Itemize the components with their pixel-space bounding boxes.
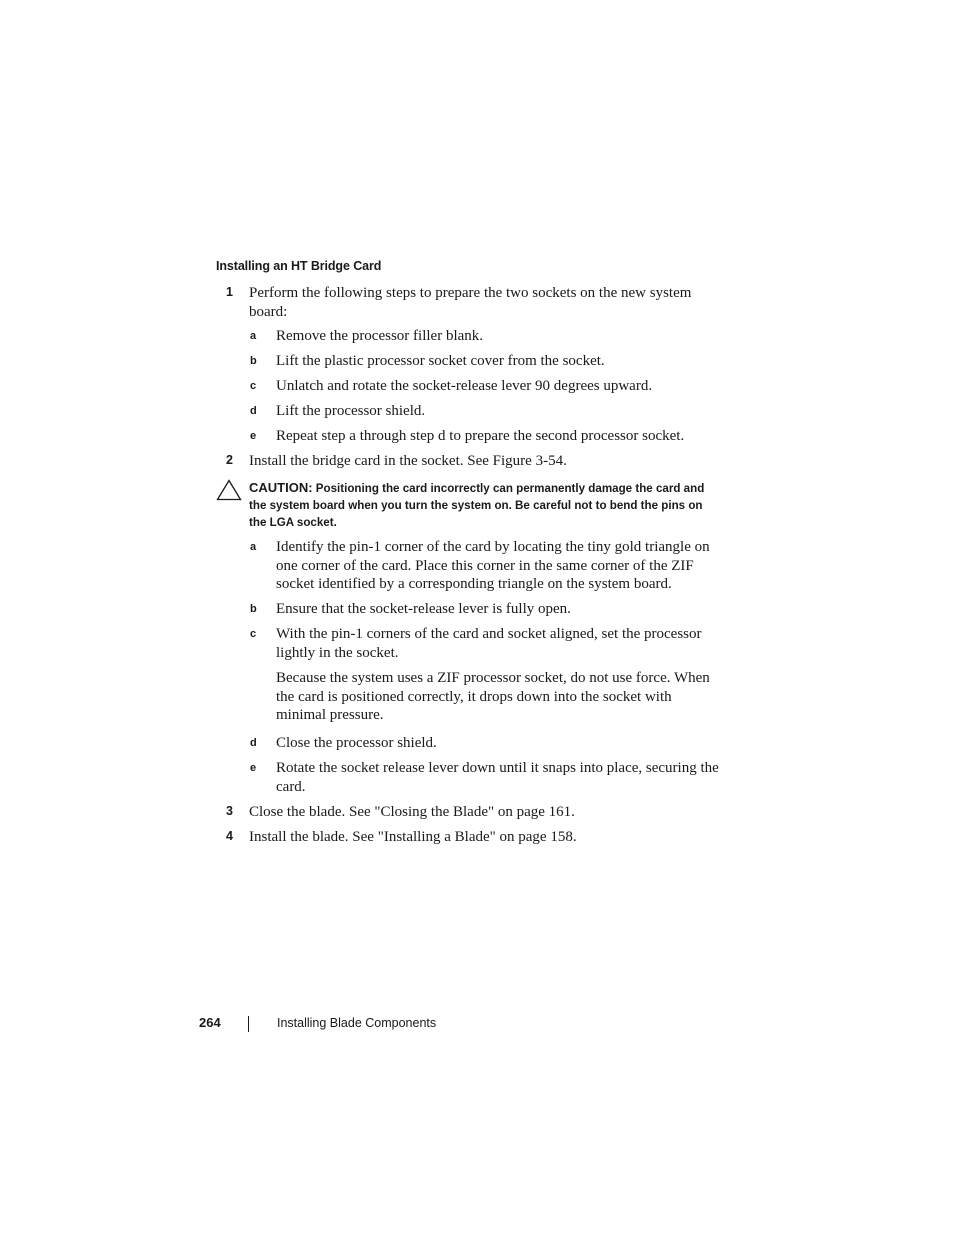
substep-text: Lift the plastic processor socket cover from the socket.	[276, 353, 605, 369]
substep-text: Repeat step a through step d to prepare the second processor socket.	[276, 428, 685, 444]
substep-text: With the pin-1 corners of the card and socket aligned, set the processor lightly in the socket.	[276, 626, 702, 661]
section-heading: Installing an HT Bridge Card	[216, 259, 382, 273]
substep-letter: d	[250, 737, 257, 749]
substep-text: Rotate the socket release lever down until it snaps into place, securing the card.	[276, 760, 719, 795]
substep-letter: c	[250, 380, 257, 392]
substep-note: Because the system uses a ZIF processor socket, do not use force. When the card is positioned correctly, it drops down into the socket with minimal pressure.	[276, 670, 710, 723]
substep-letter: e	[250, 762, 257, 774]
substep-text: Remove the processor filler blank.	[276, 328, 484, 344]
step-number: 3	[226, 804, 233, 818]
footer-section-title: Installing Blade Components	[277, 1016, 437, 1030]
substep-text: Lift the processor shield.	[276, 403, 426, 419]
substep-letter: e	[250, 430, 257, 442]
step-text: Perform the following steps to prepare the two sockets on the new system board:	[249, 285, 692, 320]
step-number: 4	[226, 829, 233, 843]
caution-label: CAUTION:	[249, 480, 313, 495]
substep-letter: b	[250, 603, 257, 615]
substep-text: Close the processor shield.	[276, 735, 437, 751]
substep-letter: c	[250, 628, 257, 640]
step-number: 1	[226, 285, 233, 299]
substep-letter: b	[250, 355, 257, 367]
substep-letter: a	[250, 330, 257, 342]
caution-text: Positioning the card incorrectly can permanently damage the card and the system board when you turn the system on. Be careful not to bend the pins on the LGA socket.	[249, 482, 705, 529]
substep-text: Ensure that the socket-release lever is fully open.	[276, 601, 571, 617]
footer-divider	[248, 1016, 249, 1032]
page-number: 264	[199, 1015, 221, 1030]
step-text: Install the blade. See "Installing a Blade" on page 158.	[249, 829, 577, 845]
caution-triangle-icon	[216, 479, 242, 501]
step-text: Install the bridge card in the socket. See Figure 3-54.	[249, 453, 567, 469]
caution-note	[249, 479, 721, 531]
substep-letter: a	[250, 541, 257, 553]
step-text: Close the blade. See "Closing the Blade" on page 161.	[249, 804, 575, 820]
substep-text: Identify the pin-1 corner of the card by locating the tiny gold triangle on one corner of the card. Place this corner in the same corner of the ZIF socket identified by a corresponding triangle on the system board.	[276, 539, 710, 592]
substep-letter: d	[250, 405, 257, 417]
step-number: 2	[226, 453, 233, 467]
substep-text: Unlatch and rotate the socket-release lever 90 degrees upward.	[276, 378, 653, 394]
